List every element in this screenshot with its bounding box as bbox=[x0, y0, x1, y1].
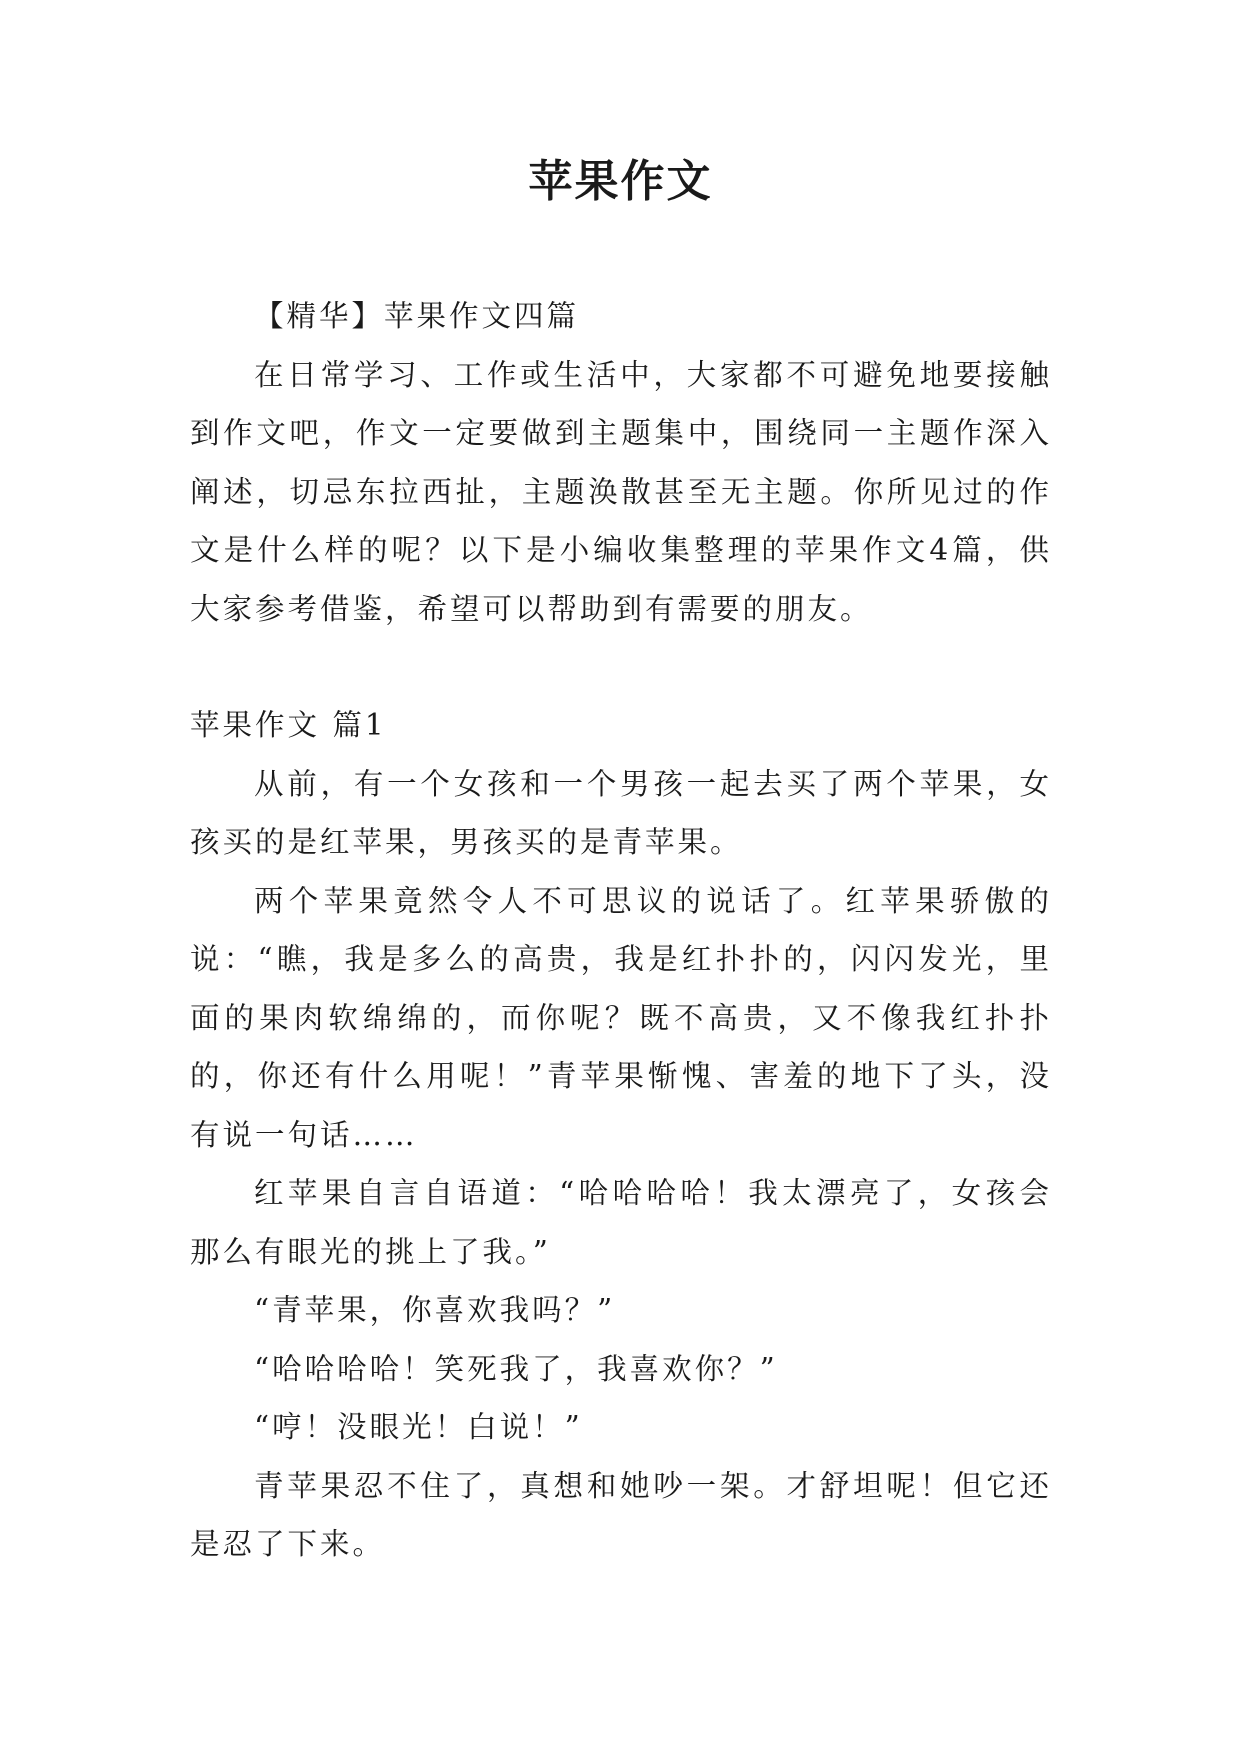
document-title: 苹果作文 bbox=[528, 156, 713, 207]
dialogue-line: “哼！没眼光！白说！” bbox=[254, 1410, 583, 1444]
section-heading: 苹果作文 篇1 bbox=[190, 708, 387, 742]
section-gap bbox=[190, 638, 1052, 696]
story-paragraph: 青苹果忍不住了，真想和她吵一架。才舒坦呢！但它还是忍了下来。 bbox=[190, 1468, 1052, 1561]
intro-heading: 【精华】苹果作文四篇 bbox=[254, 299, 580, 333]
story-paragraph: 两个苹果竟然令人不可思议的说话了。红苹果骄傲的说：“瞧，我是多么的高贵，我是红扑扑的，闪闪发光，里面的果肉软绵绵的，而你呢？既不高贵，又不像我红扑扑的，你还有什么用呢！”青苹果惭愧、害羞的地下了头，没有说一句话…… bbox=[190, 883, 1052, 1152]
document-body bbox=[190, 287, 1052, 1574]
story-paragraph: 红苹果自言自语道：“哈哈哈哈！我太漂亮了，女孩会那么有眼光的挑上了我。” bbox=[190, 1176, 1052, 1269]
story-paragraph: 从前，有一个女孩和一个男孩一起去买了两个苹果，女孩买的是红苹果，男孩买的是青苹果。 bbox=[190, 766, 1052, 859]
dialogue-line: “青苹果，你喜欢我吗？” bbox=[254, 1293, 616, 1327]
intro-paragraph: 在日常学习、工作或生活中，大家都不可避免地要接触到作文吧，作文一定要做到主题集中，围绕同一主题作深入阐述，切忌东拉西扯，主题涣散甚至无主题。你所见过的作文是什么样的呢？以下是小编收集整理的苹果作文4篇，供大家参考借鉴，希望可以帮助到有需要的朋友。 bbox=[190, 357, 1052, 626]
dialogue-line: “哈哈哈哈！笑死我了，我喜欢你？” bbox=[254, 1351, 778, 1386]
